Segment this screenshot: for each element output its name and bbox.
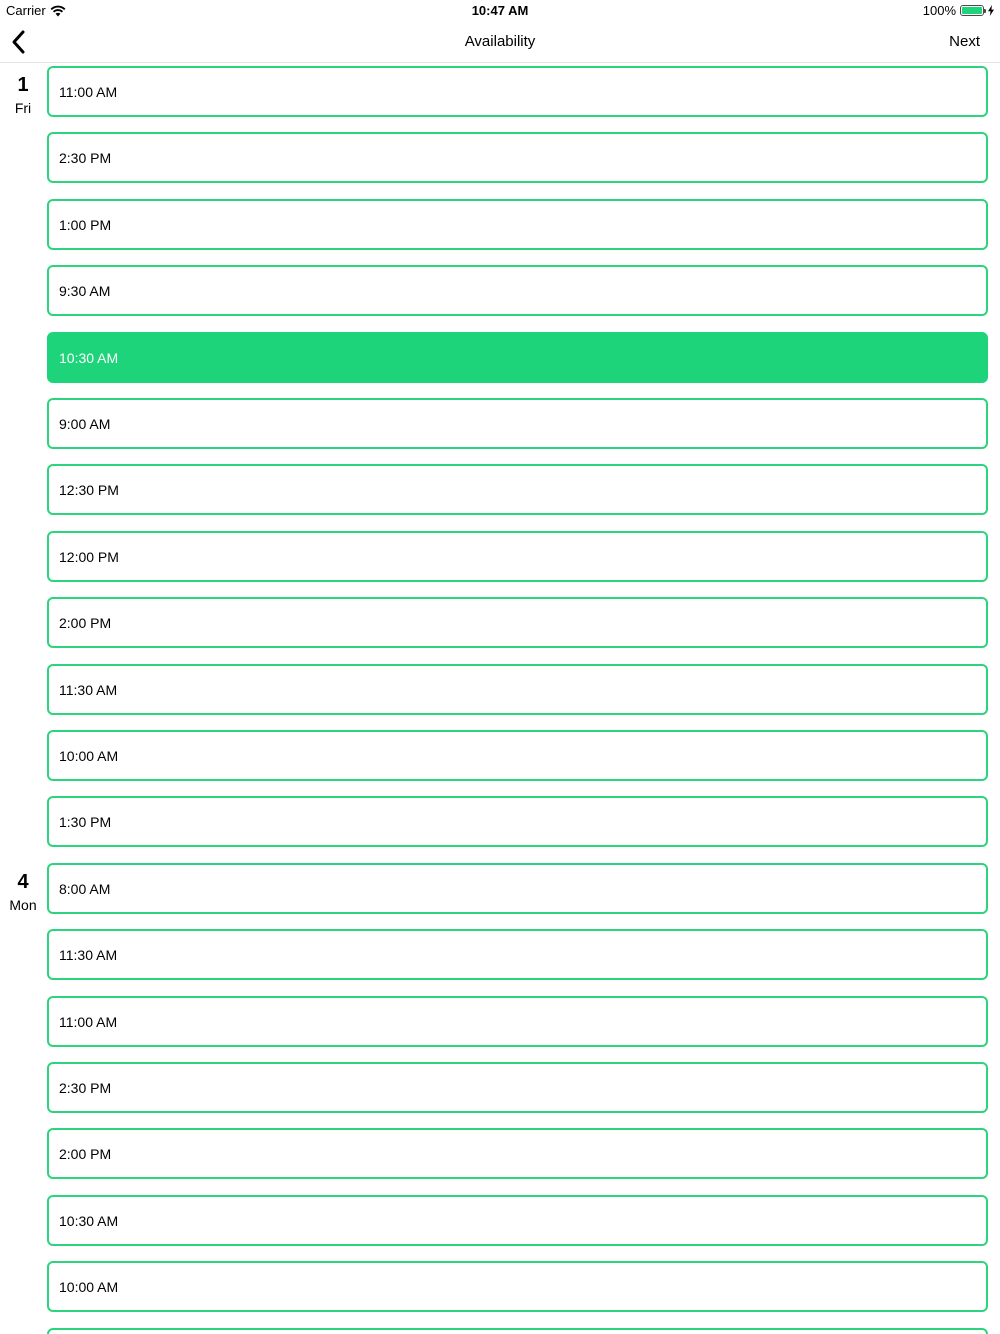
time-slot[interactable] — [47, 996, 988, 1047]
time-slot[interactable] — [47, 1261, 988, 1312]
time-slot-label: 10:30 AM — [59, 1212, 119, 1229]
battery-percent: 100% — [922, 3, 956, 18]
time-slot-label: 8:00 AM — [59, 880, 111, 897]
day-label — [0, 73, 46, 117]
carrier-label: Carrier — [6, 3, 46, 18]
day-weekday: Mon — [9, 896, 37, 913]
time-slot[interactable] — [47, 531, 988, 582]
time-slot[interactable] — [47, 863, 988, 914]
time-slot[interactable] — [47, 132, 988, 183]
battery-icon — [960, 5, 984, 16]
status-bar — [0, 0, 1000, 20]
time-slot-label: 11:00 AM — [59, 1013, 118, 1030]
availability-list[interactable] — [0, 63, 1000, 1334]
time-slot[interactable] — [47, 664, 988, 715]
day-label — [0, 870, 46, 914]
battery-cap — [984, 9, 986, 13]
navigation-bar — [0, 20, 1000, 63]
charging-bolt-icon — [988, 5, 994, 16]
time-slot-label: 9:30 AM — [59, 282, 111, 299]
battery-level — [962, 7, 982, 14]
time-slot-label: 1:00 PM — [59, 216, 112, 233]
time-slot-label: 10:30 AM — [59, 349, 119, 366]
time-slot-label: 10:00 AM — [59, 1278, 119, 1295]
time-slot-label: 2:30 PM — [59, 149, 112, 166]
time-slot-label: 11:00 AM — [59, 83, 118, 100]
time-slot-label: 2:30 PM — [59, 1079, 112, 1096]
status-time: 10:47 AM — [471, 3, 529, 18]
day-number: 1 — [17, 74, 29, 96]
time-slot[interactable] — [47, 730, 988, 781]
time-slot[interactable] — [47, 66, 988, 117]
time-slot[interactable] — [47, 796, 988, 847]
page-title: Availability — [464, 33, 536, 50]
time-slot[interactable] — [47, 929, 988, 980]
time-slot-label: 10:00 AM — [59, 747, 119, 764]
status-right — [923, 3, 994, 18]
time-slot[interactable] — [47, 464, 988, 515]
time-slot-label: 11:30 AM — [59, 946, 118, 963]
time-slot[interactable] — [47, 398, 988, 449]
day-number: 4 — [17, 870, 29, 893]
day-weekday: Fri — [14, 100, 32, 116]
time-slot-selected[interactable] — [47, 332, 988, 383]
time-slot[interactable] — [47, 199, 988, 250]
time-slot-label: 11:30 AM — [59, 681, 118, 698]
time-slot[interactable] — [47, 265, 988, 316]
time-slot[interactable] — [47, 1195, 988, 1246]
time-slot-label: 1:30 PM — [59, 813, 112, 830]
time-slot-label: 2:00 PM — [59, 614, 112, 631]
time-slot-label: 9:00 AM — [59, 415, 111, 432]
time-slot[interactable] — [47, 1328, 988, 1334]
time-slot-label: 12:30 PM — [59, 481, 119, 498]
time-slot[interactable] — [47, 1062, 988, 1113]
time-slot[interactable] — [47, 597, 988, 648]
next-button[interactable]: Next — [949, 33, 980, 50]
time-slot[interactable] — [47, 1128, 988, 1179]
time-slot-label: 2:00 PM — [59, 1145, 112, 1162]
time-slot-label: 12:00 PM — [59, 548, 119, 565]
